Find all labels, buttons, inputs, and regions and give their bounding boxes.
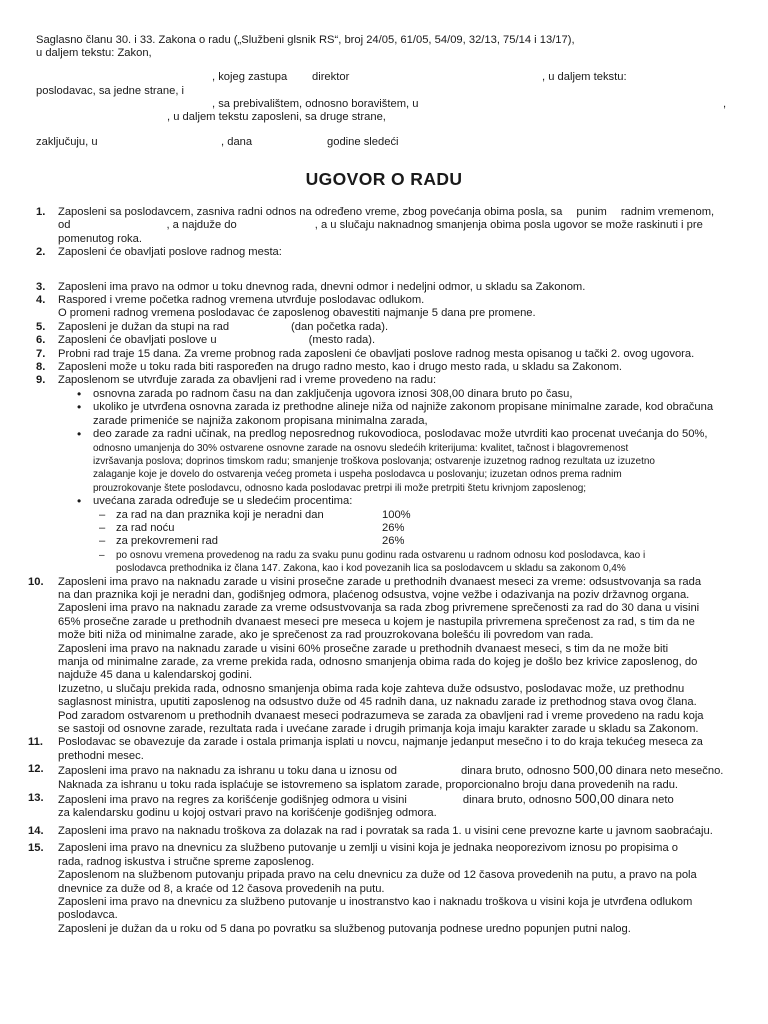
clause-15 — [28, 842, 764, 936]
bullet-base-salary: • osnovna zarada po radnom času na dan zaključenja ugovora iznosi 308,00 dinara bruto po času, — [58, 388, 764, 401]
clause-3 — [36, 281, 764, 294]
clause-11-line: prethodni mesec. — [58, 749, 144, 762]
clause-5 — [36, 321, 764, 334]
clause-6 — [36, 334, 764, 347]
clause-1-from: od — [58, 219, 71, 232]
clause-15-line: Zaposleni ima pravo na dnevnicu za službeno putovanje u zemlji u visini koja je jednaka neoporezivom iznosu po propisima o — [58, 842, 679, 855]
clause-12 — [28, 762, 764, 792]
bullet-text: • ukoliko je utvrđena osnovna zarada iz prethodne alineje niža od najniže zakonom propisane minimalne zarade, kod obračuna — [93, 401, 714, 414]
bullet-text: • deo zarade za radni učinak, na predlog neposrednog rukovodioca, poslodavac može utvrditi kao procenat uvećanja do 50%, — [93, 428, 708, 441]
clause-number: 12. — [28, 763, 44, 776]
clause-10-line: 65% prosečne zarade u prethodnih dvanaest meseci pre meseca u kojem je nastupila privremena sprečenost za rad, s tim da ne — [58, 615, 695, 628]
clause-15-line: poslodavca. — [58, 909, 118, 922]
clause-1-text-b: radnim vremenom, — [620, 206, 715, 218]
holiday-bonus-amount: 500,00 — [574, 791, 615, 807]
intro-hereafter: , u daljem tekstu: — [542, 71, 627, 83]
clause-2-text: Zaposleni će obavljati poslove radnog mesta: — [58, 246, 282, 259]
dash-text: za prekovremeni rad — [116, 535, 218, 548]
dash-glyph: – — [99, 521, 106, 534]
bullet-text: izvršavanja poslova; doprinos timskom radu; smanjenje troškova poslovanja; ostvarenje izuzetnog radnog rezultata uz izuzetno — [93, 455, 655, 467]
intro-director: direktor — [312, 71, 350, 83]
clause-15-line: dnevnice za duže od 8, a kraće od 12 časova provedenih na putu. — [58, 882, 385, 895]
clause-8-text: Zaposleni može u toku rada biti raspoređen na drugo radno mesto, kao i drugo mesto rada, u skladu sa Zakonom. — [58, 361, 623, 374]
clause-6-place: (mesto rada). — [308, 334, 376, 347]
dash-percent: 26% — [382, 521, 405, 534]
clause-number: 10. — [28, 575, 44, 588]
clause-14 — [28, 824, 764, 838]
intro-represented-by: , kojeg zastupa — [212, 71, 288, 83]
dash-text: za rad na dan praznika koji je neradni dan — [116, 508, 324, 521]
clause-number: 14. — [28, 824, 44, 837]
clause-7 — [36, 348, 764, 361]
clause-number: 4. — [36, 294, 46, 307]
clause-number: 11. — [28, 736, 43, 749]
clause-14-text: Zaposleni ima pravo na naknadu troškova za dolazak na rad i povratak sa rada 1. u visini cene prevozne karte u javnom saobraćaju. — [58, 824, 713, 837]
bullet-text: zalaganje koje je dovelo do ostvarenja većeg prometa i uspeha poslodavca u poslovanju; izuzetan odnos prema radnim — [93, 469, 622, 481]
intro-legal-basis: Saglasno članu 30. i 33. Zakona o radu („Službeni glsnik RS“, broj 24/05, 61/05, 54/09, 32/13, 75/14 i 13/17), — [36, 34, 575, 46]
clause-number: 5. — [36, 320, 46, 333]
clause-number: 7. — [36, 347, 46, 360]
clause-10-line: može biti niža od minimalne zarade, ako je sprečenost za rad prouzrokovana bolešću ili povredom van rada. — [58, 629, 594, 642]
clause-number: 6. — [36, 334, 46, 347]
bullet-text: odnosno umanjenja do 30% ostvarene osnovne zarade na osnovu sledećih kriterijuma: kvalitet, tačnost i blagovremenost — [93, 442, 629, 454]
dash-night — [58, 522, 764, 535]
clause-12-text: dinara neto mesečno. — [615, 765, 724, 778]
bullet-text: zarade primeniće se najniža zakonom propisana minimalna zarada, — [93, 414, 428, 427]
intro-comma: , — [723, 98, 727, 110]
clause-number: 13. — [28, 792, 44, 805]
intro-zakon-abbrev: u daljem tekstu: Zakon, — [36, 47, 152, 59]
clause-11 — [28, 736, 764, 763]
clause-7-text: Probni rad traje 15 dana. Za vreme probnog rada zaposleni će obavljati poslove radnog mesta opisanog u tački 2. ovog ugovora. — [58, 347, 695, 360]
meal-allowance-amount: 500,00 — [572, 762, 613, 778]
clause-12-text: dinara bruto, odnosno — [460, 765, 570, 778]
clause-number: 1. — [36, 206, 46, 218]
clause-15-line: Zaposleni je dužan da u roku od 5 dana po povratku sa službenog putovanja podnese uredno popunjen putni nalog. — [58, 922, 631, 935]
clause-5-text: Zaposleni je dužan da stupi na rad — [58, 320, 230, 333]
intro-residence: , sa prebivalištem, odnosno boravištem, u — [212, 98, 419, 110]
bullet-text: prouzrokovanje štete poslodavcu, odnosno kada poslodavac pretrpi ili može pretrpiti štetu krivnjom zaposlenog; — [93, 482, 587, 494]
clause-3-text: Zaposleni ima pravo na odmor u toku dnevnog rada, dnevni odmor i nedeljni odmor, u skladu sa Zakonom. — [58, 280, 586, 293]
clause-1-until: , a najduže do — [166, 219, 237, 232]
full-time-word: punim — [576, 206, 607, 218]
clause-9 — [36, 374, 764, 575]
clause-15-line: Zaposleni ima pravo na dnevnicu za službeno putovanje u inostranstvo kao i naknadu troškova u visini koja je utvrđena odlukom — [58, 895, 693, 908]
clause-8 — [36, 361, 764, 374]
dash-holiday — [58, 509, 764, 522]
dash-seniority — [58, 549, 764, 576]
clause-1 — [36, 206, 764, 246]
dash-text: poslodavca prethodnika iz člana 147. Zakona, kao i kod povezanih lica sa poslodavcem u skladu sa zakonom 0,4% — [116, 563, 626, 575]
clause-13-text: dinara bruto, odnosno — [462, 794, 572, 807]
clause-10-line: manja od minimalne zarade, za vreme prekida rada, odnosno smanjenja obima rada do kojeg je došlo bez krivice zaposlenog, do — [58, 656, 698, 668]
clause-9-text: Zaposlenom se utvrđuje zarada za obavljeni rad i vreme provedeno na radu: — [58, 374, 437, 387]
bullet-increased-salary: • uvećana zarada određuje se u sledećim procentima: — [58, 495, 764, 508]
dash-glyph: – — [99, 535, 106, 548]
intro-employer: poslodavac, sa jedne strane, i — [36, 85, 185, 97]
intro-date: , dana — [221, 136, 253, 148]
clause-10-line: Zaposleni ima pravo na naknadu zarade u visini prosečne zarade u prethodnih dvanaest meseci za vreme: odsustvovanja sa rada — [58, 575, 702, 588]
clause-10-line: Zaposleni ima pravo na naknadu zarade u visini 60% prosečne zarade u prethodnih dvanaest meseci, s tim da ne može biti — [58, 642, 669, 655]
clause-13-line: za kalendarsku godinu u kojoj ostvari pravo na korišćenje godišnjeg odmora. — [58, 807, 437, 820]
clause-10-line: na dan praznika koji je neradni dan, godišnjeg odmora, plaćenog odsustva, vojne vežbe i odazivanja na poziv državnog organa. — [58, 588, 690, 601]
clause-10-line: najduže 45 dana u kalendarskoj godini. — [58, 669, 253, 682]
clause-12-text: Zaposleni ima pravo na naknadu za ishranu u toku dana u iznosu od — [58, 765, 397, 778]
intro-employee: , u daljem tekstu zaposleni, sa druge strane, — [167, 111, 386, 123]
dash-glyph: – — [99, 508, 106, 521]
clause-number: 3. — [36, 280, 46, 293]
clause-10-line: Zaposleni ima pravo na naknadu zarade za vreme odsustvovanja sa rada zbog privremene sprečenosti za rad do 30 dana u visini — [58, 602, 700, 615]
clause-12-line: Naknada za ishranu u toku rada isplaćuje se istovremeno sa isplatom zarade, proporcionalno broju dana provedenih na radu. — [58, 778, 679, 791]
clause-1-text: Zaposleni sa poslodavcem, zasniva radni odnos na određeno vreme, zbog povećanja obima posla, sa — [58, 206, 563, 218]
clause-number: 9. — [36, 374, 46, 387]
clause-15-line: rada, radnog iskustva i stručne spreme zaposlenog. — [58, 855, 315, 868]
clause-10-line: Izuzetno, u slučaju prekida rada, odnosno smanjenja obima rada koje zahteva duže odsustvo, poslodavac može, uz prethodnu — [58, 682, 685, 695]
clause-number: 2. — [36, 246, 46, 259]
clause-13-text: Zaposleni ima pravo na regres za korišćenje godišnjeg odmora u visini — [58, 794, 407, 807]
dash-overtime — [58, 535, 764, 548]
clause-10-line: se sastoji od osnovne zarade, rezultata rada i uvećane zarade i drugih primanja koja imaju karakter zarade u skladu sa Zakonom. — [58, 723, 699, 736]
clause-10 — [28, 575, 764, 737]
clause-number: 15. — [28, 842, 44, 855]
clause-2 — [36, 246, 764, 259]
clause-13-text: dinara neto — [617, 794, 674, 807]
document-title: UGOVOR O RADU — [305, 169, 463, 189]
intro-conclude-in: zaključuju, u — [36, 136, 98, 148]
clause-4-text-a: Raspored i vreme početka radnog vremena utvrđuje poslodavac odlukom. — [58, 294, 425, 307]
clause-10-line: saglasnost ministra, uputiti zaposlenog na odsustvo duže od 45 radnih dana, uz naknadu zarade iz prethodnog stava ovog člana. — [58, 696, 697, 709]
clause-15-line: Zaposlenom na službenom putovanju pripada pravo na celu dnevnicu za duže od 12 časova provedenih na putu, a pravo na pola — [58, 869, 697, 882]
clause-4-text-b: O promeni radnog vremena poslodavac će zaposlenog obavestiti najmanje 5 dana pre promene. — [58, 307, 536, 320]
intro-year-following: godine sledeći — [327, 136, 399, 148]
clause-number: 8. — [36, 361, 46, 374]
clause-1-termination: , a u slučaju naknadnog smanjenja obima posla ugovor se može raskinuti i pre — [314, 219, 703, 232]
dash-text: za rad noću — [116, 521, 175, 534]
dash-text: po osnovu vremena provedenog na radu za svaku punu godinu rada ostvarenu u radnom odnosu kod poslodavca, kao i — [116, 549, 646, 561]
dash-percent: 100% — [382, 508, 411, 521]
dash-glyph: – — [99, 549, 105, 561]
clause-1-end: pomenutog roka. — [58, 232, 142, 245]
clause-13 — [28, 791, 764, 821]
clause-4 — [36, 294, 764, 321]
clause-11-line: Poslodavac se obavezuje da zarade i ostala primanja isplati u novcu, najmanje jedanput mesečno i to do kraja tekućeg meseca za — [58, 736, 703, 749]
bullet-minimum-wage — [58, 401, 764, 428]
clause-list — [28, 206, 764, 936]
clause-10-line: Pod zaradom ostvarenom u prethodnih dvanaest meseci podrazumeva se zarada za obavljeni rad i vreme provedeno na radu koja — [58, 709, 704, 722]
clause-6-text: Zaposleni će obavljati poslove u — [58, 334, 217, 347]
dash-percent: 26% — [382, 535, 405, 548]
clause-5-start-date: (dan početka rada). — [291, 320, 389, 333]
bullet-performance — [58, 428, 764, 495]
